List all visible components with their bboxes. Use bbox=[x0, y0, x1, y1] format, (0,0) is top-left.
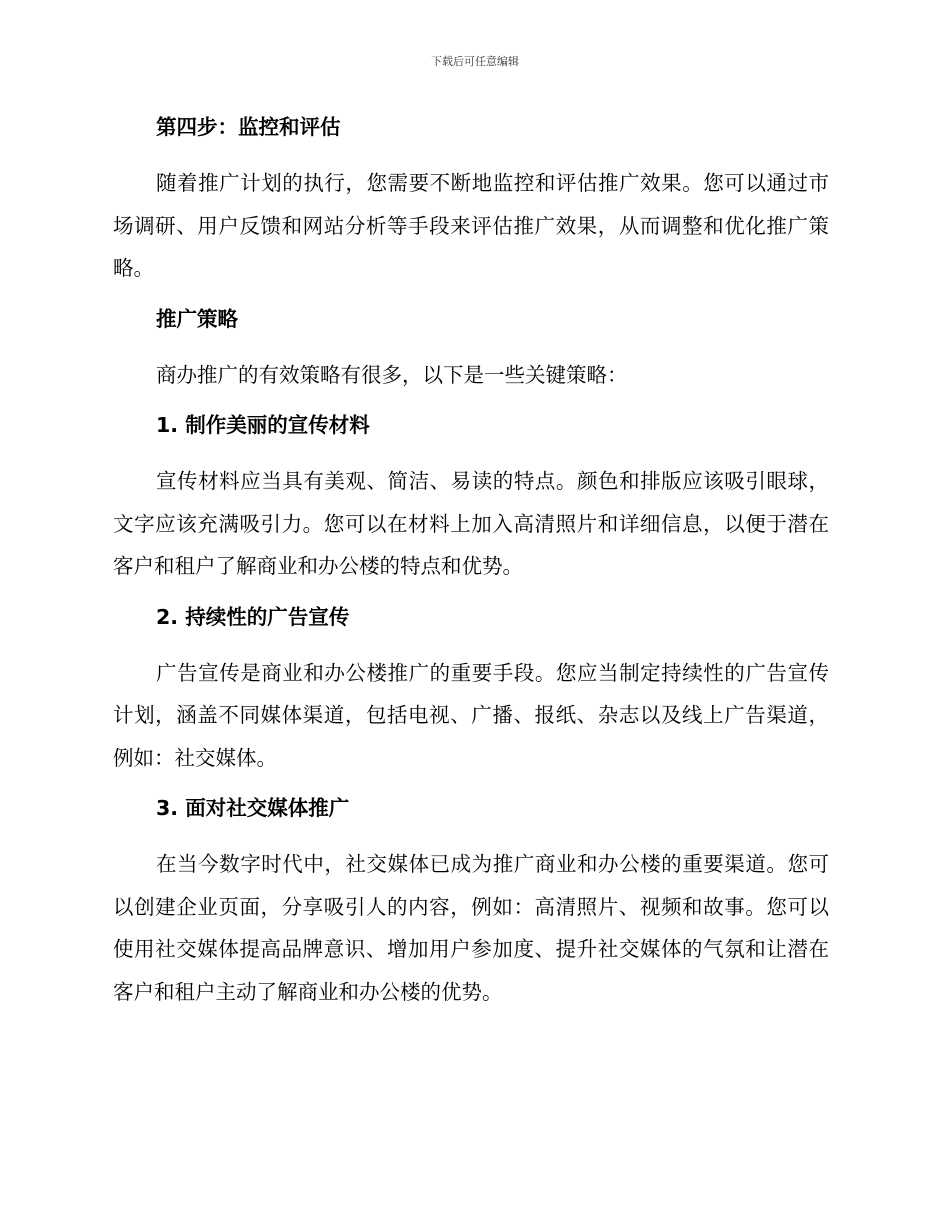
strategy-heading: 推广策略 bbox=[156, 306, 238, 331]
step4-paragraph: 随着推广计划的执行，您需要不断地监控和评估推广效果。您可以通过市场调研、用户反馈和网站分析等手段来评估推广效果，从而调整和优化推广策略。 bbox=[113, 171, 829, 280]
strategy-3-heading: 3. 面对社交媒体推广 bbox=[156, 796, 350, 820]
strategy-intro-paragraph: 商办推广的有效策略有很多，以下是一些关键策略： bbox=[156, 362, 628, 387]
strategy-1-heading: 1. 制作美丽的宣传材料 bbox=[156, 413, 370, 437]
strategy-2-paragraph: 广告宣传是商业和办公楼推广的重要手段。您应当制定持续性的广告宣传计划，涵盖不同媒体渠道，包括电视、广播、报纸、杂志以及线上广告渠道，例如：社交媒体。 bbox=[113, 660, 829, 770]
strategy-1-paragraph: 宣传材料应当具有美观、简洁、易读的特点。颜色和排版应该吸引眼球，文字应该充满吸引力。您可以在材料上加入高清照片和详细信息，以便于潜在客户和租户了解商业和办公楼的特点和优势。 bbox=[113, 469, 829, 578]
strategy-2-heading: 2. 持续性的广告宣传 bbox=[156, 604, 350, 629]
strategy-3-paragraph: 在当今数字时代中，社交媒体已成为推广商业和办公楼的重要渠道。您可以创建企业页面，分享吸引人的内容，例如：高清照片、视频和故事。您可以使用社交媒体提高品牌意识、增加用户参加度、提升社交媒体的气氛和让潜在客户和租户主动了解商业和办公楼的优势。 bbox=[113, 852, 829, 1004]
document-body bbox=[113, 108, 829, 1023]
step4-heading: 第四步：监控和评估 bbox=[156, 115, 341, 139]
page-header: 下载后可任意编辑 bbox=[431, 55, 519, 68]
